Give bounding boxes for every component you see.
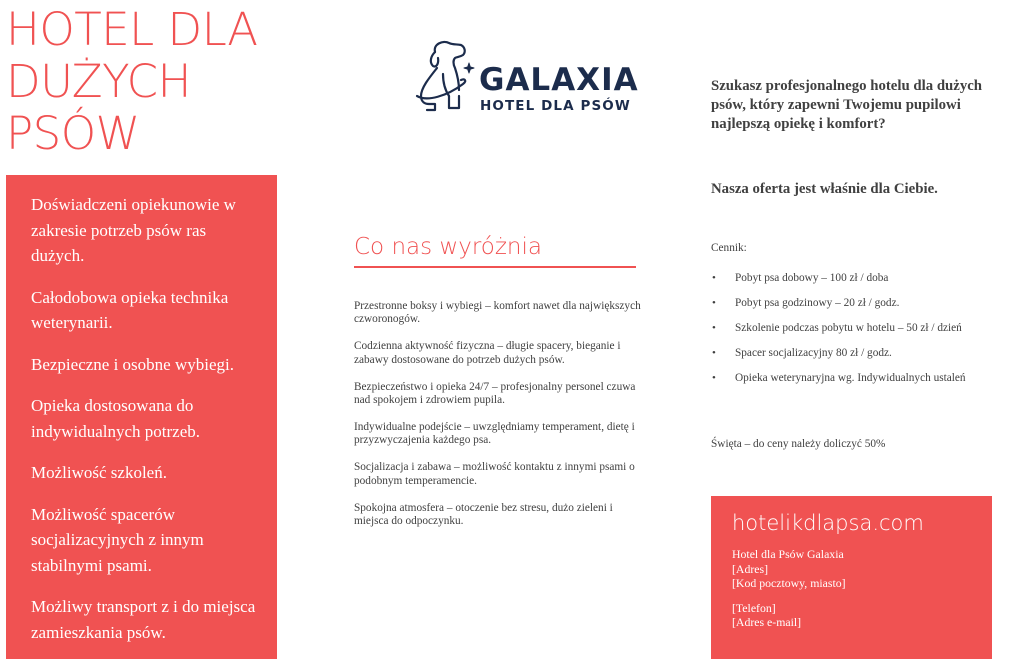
pricing-item-text: Pobyt psa dobowy – 100 zł / doba	[735, 272, 889, 284]
contact-box	[711, 496, 992, 659]
pricing-list	[711, 271, 981, 396]
pricing-item	[711, 296, 981, 311]
main-title-line-3: PSÓW	[6, 107, 140, 160]
feature-item: Całodobowa opieka technika weterynarii.	[31, 287, 229, 332]
website-link[interactable]: hotelikdlapsa.com	[732, 511, 924, 535]
phone: [Telefon]	[732, 600, 776, 615]
feature-item: Możliwość spacerów socjalizacyjnych z innym stabilnymi psami.	[31, 504, 204, 575]
highlight-item: Przestronne boksy i wybiegi – komfort nawet dla największych czworonogów.	[354, 300, 641, 326]
pricing-item	[711, 346, 981, 361]
section-heading: Co nas wyróżnia	[354, 232, 636, 268]
features-box	[6, 175, 277, 659]
intro-tagline: Nasza oferta jest właśnie dla Ciebie.	[711, 181, 938, 197]
highlights-list	[354, 300, 644, 542]
highlight-item: Codzienna aktywność fizyczna – długie spacery, bieganie i zabawy dostosowane do potrzeb dużych psów.	[354, 340, 621, 366]
pricing-item-text: Szkolenie podczas pobytu w hotelu – 50 zł / dzień	[735, 322, 962, 334]
postal-city: [Kod pocztowy, miasto]	[732, 576, 846, 590]
highlight-item: Socjalizacja i zabawa – możliwość kontaktu z innymi psami o podobnym temperamencie.	[354, 461, 635, 487]
hotel-name: Hotel dla Psów Galaxia	[732, 547, 844, 561]
bullet-icon: •	[712, 272, 716, 284]
dog-with-star-icon	[413, 38, 475, 113]
logo-name: GALAXIA	[479, 62, 639, 98]
pricing-item	[711, 271, 981, 286]
pricing-item	[711, 371, 981, 386]
main-title-line-2: DUŻYCH	[6, 55, 191, 108]
feature-item: Możliwy transport z i do miejsca zamieszkania psów.	[31, 597, 256, 642]
address: [Adres]	[732, 561, 769, 576]
pricing-item-text: Spacer socjalizacyjny 80 zł / godz.	[735, 347, 892, 359]
feature-item: Możliwość szkoleń.	[31, 463, 167, 482]
pricing-item	[711, 321, 981, 336]
feature-item: Doświadczeni opiekunowie w zakresie potrzeb psów ras dużych.	[31, 195, 236, 265]
holiday-note: Święta – do ceny należy doliczyć 50%	[711, 438, 886, 450]
main-title-line-1: HOTEL DLA	[6, 3, 258, 56]
pricing-item-text: Pobyt psa godzinowy – 20 zł / godz.	[735, 297, 900, 309]
logo	[413, 38, 639, 114]
spacer	[732, 591, 972, 601]
intro-question: Szukasz profesjonalnego hotelu dla dużych psów, który zapewni Twojemu pupilowi najlepszą opiekę i komfort?	[711, 78, 983, 132]
feature-item: Bezpieczne i osobne wybiegi.	[31, 354, 234, 374]
highlight-item: Spokojna atmosfera – otoczenie bez stresu, dużo zieleni i miejsca do odpoczynku.	[354, 501, 613, 527]
bullet-icon: •	[712, 322, 716, 334]
email: [Adres e-mail]	[732, 615, 802, 629]
bullet-icon: •	[712, 297, 716, 309]
highlight-item: Indywidualne podejście – uwzględniamy temperament, dietę i przyzwyczajenia każdego psa.	[354, 420, 635, 447]
bullet-icon: •	[712, 372, 716, 384]
bullet-icon: •	[712, 347, 716, 359]
main-title	[6, 4, 286, 160]
pricing-label: Cennik:	[711, 242, 747, 254]
feature-item: Opieka dostosowana do indywidualnych potrzeb.	[31, 396, 201, 441]
highlight-item: Bezpieczeństwo i opieka 24/7 – profesjonalny personel czuwa nad spokojem i zdrowiem pupila.	[354, 380, 636, 407]
logo-subtitle: HOTEL DLA PSÓW	[480, 98, 631, 114]
pricing-item-text: Opieka weterynaryjna wg. Indywidualnych ustaleń	[735, 372, 966, 384]
